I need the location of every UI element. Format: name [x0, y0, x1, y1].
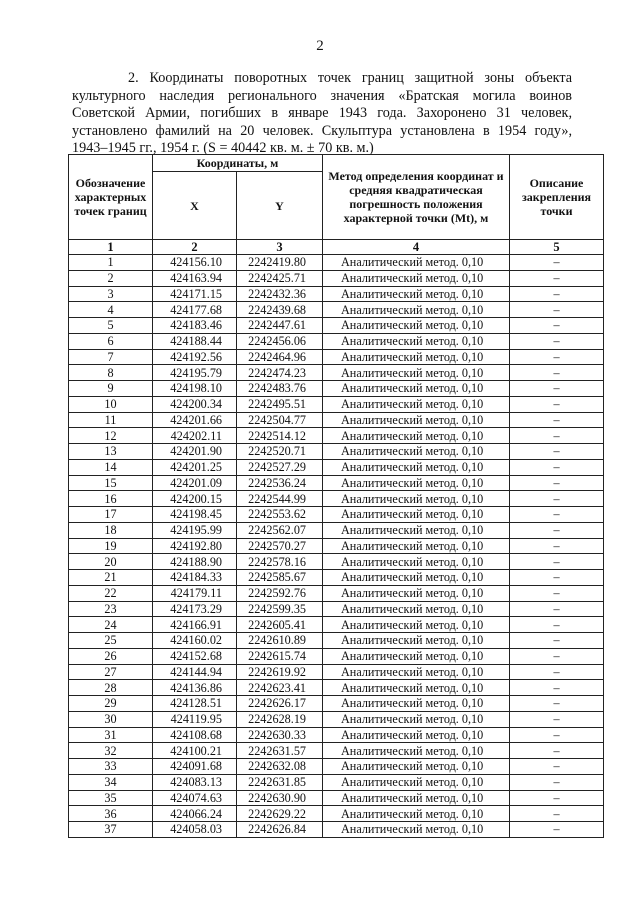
x-coordinate: 424128.51 — [153, 696, 237, 712]
table-row — [69, 381, 604, 397]
point-number: 19 — [69, 538, 153, 554]
header-coordinates: Координаты, м — [153, 155, 323, 172]
description-cell: – — [510, 822, 604, 838]
coordinates-table — [68, 154, 604, 838]
paragraph-line: установлено фамилий на 20 человек. Скульптура установлена в 1954 году», — [72, 122, 572, 139]
description-cell: – — [510, 333, 604, 349]
method-cell: Аналитический метод. 0,10 — [323, 507, 510, 523]
x-coordinate: 424160.02 — [153, 633, 237, 649]
y-coordinate: 2242504.77 — [237, 412, 323, 428]
y-coordinate: 2242632.08 — [237, 759, 323, 775]
method-cell: Аналитический метод. 0,10 — [323, 743, 510, 759]
description-cell: – — [510, 459, 604, 475]
table-row — [69, 743, 604, 759]
header-x: X — [153, 172, 237, 240]
description-cell: – — [510, 585, 604, 601]
table-row — [69, 554, 604, 570]
description-cell: – — [510, 428, 604, 444]
method-cell: Аналитический метод. 0,10 — [323, 727, 510, 743]
method-cell: Аналитический метод. 0,10 — [323, 585, 510, 601]
table-row — [69, 459, 604, 475]
x-coordinate: 424200.34 — [153, 396, 237, 412]
y-coordinate: 2242631.85 — [237, 774, 323, 790]
point-number: 26 — [69, 648, 153, 664]
x-coordinate: 424192.80 — [153, 538, 237, 554]
table-row — [69, 349, 604, 365]
table-row — [69, 428, 604, 444]
x-coordinate: 424188.90 — [153, 554, 237, 570]
method-cell: Аналитический метод. 0,10 — [323, 570, 510, 586]
x-coordinate: 424066.24 — [153, 806, 237, 822]
table-row — [69, 774, 604, 790]
intro-paragraph — [72, 70, 572, 158]
method-cell: Аналитический метод. 0,10 — [323, 412, 510, 428]
y-coordinate: 2242483.76 — [237, 381, 323, 397]
y-coordinate: 2242544.99 — [237, 491, 323, 507]
point-number: 37 — [69, 822, 153, 838]
page-number: 2 — [316, 38, 324, 54]
y-coordinate: 2242626.17 — [237, 696, 323, 712]
description-cell: – — [510, 522, 604, 538]
table-row — [69, 696, 604, 712]
table-row — [69, 711, 604, 727]
point-number: 17 — [69, 507, 153, 523]
table-row — [69, 648, 604, 664]
description-cell: – — [510, 491, 604, 507]
x-coordinate: 424058.03 — [153, 822, 237, 838]
point-number: 18 — [69, 522, 153, 538]
method-cell: Аналитический метод. 0,10 — [323, 774, 510, 790]
description-cell: – — [510, 601, 604, 617]
table-row — [69, 475, 604, 491]
x-coordinate: 424173.29 — [153, 601, 237, 617]
y-coordinate: 2242615.74 — [237, 648, 323, 664]
x-coordinate: 424188.44 — [153, 333, 237, 349]
column-number: 3 — [237, 240, 323, 255]
method-cell: Аналитический метод. 0,10 — [323, 822, 510, 838]
point-number: 3 — [69, 286, 153, 302]
table-row — [69, 507, 604, 523]
point-number: 8 — [69, 365, 153, 381]
method-cell: Аналитический метод. 0,10 — [323, 349, 510, 365]
method-cell: Аналитический метод. 0,10 — [323, 318, 510, 334]
x-coordinate: 424198.45 — [153, 507, 237, 523]
method-cell: Аналитический метод. 0,10 — [323, 381, 510, 397]
table-row — [69, 806, 604, 822]
x-coordinate: 424171.15 — [153, 286, 237, 302]
x-coordinate: 424136.86 — [153, 680, 237, 696]
point-number: 29 — [69, 696, 153, 712]
method-cell: Аналитический метод. 0,10 — [323, 491, 510, 507]
point-number: 28 — [69, 680, 153, 696]
y-coordinate: 2242464.96 — [237, 349, 323, 365]
table-row — [69, 617, 604, 633]
table-row — [69, 396, 604, 412]
description-cell: – — [510, 302, 604, 318]
x-coordinate: 424200.15 — [153, 491, 237, 507]
description-cell: – — [510, 365, 604, 381]
point-number: 23 — [69, 601, 153, 617]
method-cell: Аналитический метод. 0,10 — [323, 538, 510, 554]
description-cell: – — [510, 349, 604, 365]
y-coordinate: 2242456.06 — [237, 333, 323, 349]
x-coordinate: 424195.99 — [153, 522, 237, 538]
description-cell: – — [510, 381, 604, 397]
method-cell: Аналитический метод. 0,10 — [323, 790, 510, 806]
point-number: 16 — [69, 491, 153, 507]
description-cell: – — [510, 727, 604, 743]
description-cell: – — [510, 711, 604, 727]
x-coordinate: 424201.25 — [153, 459, 237, 475]
method-cell: Аналитический метод. 0,10 — [323, 633, 510, 649]
method-cell: Аналитический метод. 0,10 — [323, 664, 510, 680]
method-cell: Аналитический метод. 0,10 — [323, 459, 510, 475]
y-coordinate: 2242527.29 — [237, 459, 323, 475]
point-number: 2 — [69, 270, 153, 286]
method-cell: Аналитический метод. 0,10 — [323, 554, 510, 570]
column-number: 2 — [153, 240, 237, 255]
table-row — [69, 522, 604, 538]
table-row — [69, 680, 604, 696]
paragraph-line: 1943–1945 гг., 1954 г. (S = 40442 кв. м. ± 70 кв. м.) — [72, 140, 374, 156]
point-number: 15 — [69, 475, 153, 491]
point-number: 27 — [69, 664, 153, 680]
y-coordinate: 2242592.76 — [237, 585, 323, 601]
description-cell: – — [510, 759, 604, 775]
table-row — [69, 412, 604, 428]
point-number: 13 — [69, 444, 153, 460]
y-coordinate: 2242623.41 — [237, 680, 323, 696]
method-cell: Аналитический метод. 0,10 — [323, 333, 510, 349]
point-number: 24 — [69, 617, 153, 633]
y-coordinate: 2242619.92 — [237, 664, 323, 680]
x-coordinate: 424202.11 — [153, 428, 237, 444]
table-body — [69, 255, 604, 838]
y-coordinate: 2242562.07 — [237, 522, 323, 538]
x-coordinate: 424144.94 — [153, 664, 237, 680]
y-coordinate: 2242439.68 — [237, 302, 323, 318]
y-coordinate: 2242626.84 — [237, 822, 323, 838]
table-row — [69, 601, 604, 617]
table-row — [69, 585, 604, 601]
description-cell: – — [510, 538, 604, 554]
y-coordinate: 2242419.80 — [237, 255, 323, 271]
method-cell: Аналитический метод. 0,10 — [323, 302, 510, 318]
table-row — [69, 664, 604, 680]
point-number: 30 — [69, 711, 153, 727]
method-cell: Аналитический метод. 0,10 — [323, 696, 510, 712]
x-coordinate: 424074.63 — [153, 790, 237, 806]
y-coordinate: 2242425.71 — [237, 270, 323, 286]
x-coordinate: 424192.56 — [153, 349, 237, 365]
description-cell: – — [510, 286, 604, 302]
y-coordinate: 2242474.23 — [237, 365, 323, 381]
description-cell: – — [510, 680, 604, 696]
method-cell: Аналитический метод. 0,10 — [323, 522, 510, 538]
table-row — [69, 318, 604, 334]
x-coordinate: 424156.10 — [153, 255, 237, 271]
method-cell: Аналитический метод. 0,10 — [323, 806, 510, 822]
description-cell: – — [510, 507, 604, 523]
point-number: 25 — [69, 633, 153, 649]
y-coordinate: 2242631.57 — [237, 743, 323, 759]
x-coordinate: 424198.10 — [153, 381, 237, 397]
description-cell: – — [510, 696, 604, 712]
description-cell: – — [510, 270, 604, 286]
table-row — [69, 444, 604, 460]
point-number: 9 — [69, 381, 153, 397]
point-number: 1 — [69, 255, 153, 271]
paragraph-line: Советской Армии, погибших в январе 1943 года. Захоронено 31 человек, — [72, 105, 572, 121]
description-cell: – — [510, 570, 604, 586]
x-coordinate: 424163.94 — [153, 270, 237, 286]
y-coordinate: 2242630.33 — [237, 727, 323, 743]
method-cell: Аналитический метод. 0,10 — [323, 711, 510, 727]
y-coordinate: 2242585.67 — [237, 570, 323, 586]
description-cell: – — [510, 444, 604, 460]
method-cell: Аналитический метод. 0,10 — [323, 601, 510, 617]
x-coordinate: 424083.13 — [153, 774, 237, 790]
point-number: 7 — [69, 349, 153, 365]
method-cell: Аналитический метод. 0,10 — [323, 444, 510, 460]
x-coordinate: 424195.79 — [153, 365, 237, 381]
description-cell: – — [510, 806, 604, 822]
x-coordinate: 424184.33 — [153, 570, 237, 586]
x-coordinate: 424152.68 — [153, 648, 237, 664]
description-cell: – — [510, 774, 604, 790]
table-row — [69, 365, 604, 381]
point-number: 5 — [69, 318, 153, 334]
point-number: 11 — [69, 412, 153, 428]
description-cell: – — [510, 743, 604, 759]
x-coordinate: 424108.68 — [153, 727, 237, 743]
method-cell: Аналитический метод. 0,10 — [323, 255, 510, 271]
paragraph-line: культурного наследия регионального значения «Братская могила воинов — [72, 87, 572, 104]
x-coordinate: 424177.68 — [153, 302, 237, 318]
description-cell: – — [510, 554, 604, 570]
table-row — [69, 822, 604, 838]
point-number: 33 — [69, 759, 153, 775]
column-number: 5 — [510, 240, 604, 255]
description-cell: – — [510, 664, 604, 680]
y-coordinate: 2242495.51 — [237, 396, 323, 412]
table-row — [69, 633, 604, 649]
header-description: Описание закрепления точки — [510, 155, 604, 240]
point-number: 4 — [69, 302, 153, 318]
description-cell: – — [510, 396, 604, 412]
point-number: 36 — [69, 806, 153, 822]
y-coordinate: 2242629.22 — [237, 806, 323, 822]
x-coordinate: 424166.91 — [153, 617, 237, 633]
table-row — [69, 302, 604, 318]
method-cell: Аналитический метод. 0,10 — [323, 365, 510, 381]
point-number: 20 — [69, 554, 153, 570]
header-point: Обозначение характерных точек границ — [69, 155, 153, 240]
y-coordinate: 2242514.12 — [237, 428, 323, 444]
table-row — [69, 570, 604, 586]
method-cell: Аналитический метод. 0,10 — [323, 648, 510, 664]
table-row — [69, 255, 604, 271]
y-coordinate: 2242520.71 — [237, 444, 323, 460]
method-cell: Аналитический метод. 0,10 — [323, 475, 510, 491]
description-cell: – — [510, 648, 604, 664]
y-coordinate: 2242599.35 — [237, 601, 323, 617]
description-cell: – — [510, 412, 604, 428]
y-coordinate: 2242578.16 — [237, 554, 323, 570]
x-coordinate: 424201.90 — [153, 444, 237, 460]
description-cell: – — [510, 617, 604, 633]
x-coordinate: 424091.68 — [153, 759, 237, 775]
point-number: 34 — [69, 774, 153, 790]
header-y: Y — [237, 172, 323, 240]
description-cell: – — [510, 633, 604, 649]
x-coordinate: 424201.66 — [153, 412, 237, 428]
method-cell: Аналитический метод. 0,10 — [323, 270, 510, 286]
x-coordinate: 424179.11 — [153, 585, 237, 601]
point-number: 35 — [69, 790, 153, 806]
method-cell: Аналитический метод. 0,10 — [323, 680, 510, 696]
table-row — [69, 538, 604, 554]
y-coordinate: 2242553.62 — [237, 507, 323, 523]
paragraph-line: 2. Координаты поворотных точек границ защитной зоны объекта — [128, 70, 572, 86]
point-number: 22 — [69, 585, 153, 601]
x-coordinate: 424100.21 — [153, 743, 237, 759]
table-row — [69, 270, 604, 286]
y-coordinate: 2242447.61 — [237, 318, 323, 334]
method-cell: Аналитический метод. 0,10 — [323, 286, 510, 302]
point-number: 14 — [69, 459, 153, 475]
method-cell: Аналитический метод. 0,10 — [323, 617, 510, 633]
y-coordinate: 2242605.41 — [237, 617, 323, 633]
point-number: 32 — [69, 743, 153, 759]
point-number: 21 — [69, 570, 153, 586]
point-number: 6 — [69, 333, 153, 349]
description-cell: – — [510, 318, 604, 334]
y-coordinate: 2242628.19 — [237, 711, 323, 727]
table-row — [69, 790, 604, 806]
y-coordinate: 2242610.89 — [237, 633, 323, 649]
x-coordinate: 424183.46 — [153, 318, 237, 334]
method-cell: Аналитический метод. 0,10 — [323, 396, 510, 412]
method-cell: Аналитический метод. 0,10 — [323, 428, 510, 444]
y-coordinate: 2242630.90 — [237, 790, 323, 806]
point-number: 10 — [69, 396, 153, 412]
table-row — [69, 333, 604, 349]
x-coordinate: 424201.09 — [153, 475, 237, 491]
table-row — [69, 286, 604, 302]
table-row — [69, 491, 604, 507]
description-cell: – — [510, 255, 604, 271]
y-coordinate: 2242570.27 — [237, 538, 323, 554]
table-row — [69, 759, 604, 775]
y-coordinate: 2242536.24 — [237, 475, 323, 491]
point-number: 31 — [69, 727, 153, 743]
header-method: Метод определения координат и средняя квадратическая погрешность положения характерной точки (Mt), м — [323, 155, 510, 240]
point-number: 12 — [69, 428, 153, 444]
method-cell: Аналитический метод. 0,10 — [323, 759, 510, 775]
x-coordinate: 424119.95 — [153, 711, 237, 727]
column-number: 1 — [69, 240, 153, 255]
table-row — [69, 727, 604, 743]
description-cell: – — [510, 790, 604, 806]
y-coordinate: 2242432.36 — [237, 286, 323, 302]
description-cell: – — [510, 475, 604, 491]
column-number: 4 — [323, 240, 510, 255]
